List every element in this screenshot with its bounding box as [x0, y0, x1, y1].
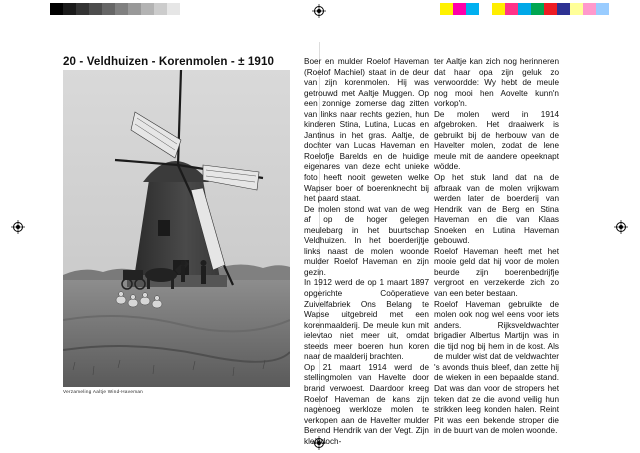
text-column-1	[304, 57, 429, 447]
color-swatch	[557, 3, 570, 15]
body-paragraph: Op het stuk land dat na de afbraak van de molen vrijkwam werden later de boerderij van Hendrik van de Berg en Stina Haveman en die van Klaas Snoeken en Lutina Haveman gebouwd.	[434, 173, 559, 246]
body-paragraph: De molen werd in 1914 afgebroken. Het draaiwerk is gebruikt bij de herbouw van de Havelter molen, zodat de lene meule mit de aandere opeeknapt wödde.	[434, 109, 559, 172]
color-swatch	[596, 3, 609, 15]
windmill-photo	[63, 70, 290, 387]
body-paragraph: Roelof Haveman heeft met het mooie geld dat hij voor de molen beurde zijn boerenbedrijfje vergroot en verzekerde zich zo van een beter bestaan.	[434, 246, 559, 299]
color-swatch	[479, 3, 492, 15]
registration-mark-left-icon	[11, 220, 25, 234]
grayscale-swatch	[76, 3, 89, 15]
body-paragraph: De molen stond wat van de weg af op de hoger gelegen meulebarg in het buurtschap Veldhuizen. In het boerderijtje links naast de molen woonde mulder Roelof Haveman en zijn gezin.	[304, 204, 429, 277]
photo-caption: Verzameling Aaltje Wind-Haveman	[63, 389, 144, 394]
grayscale-swatch	[128, 3, 141, 15]
grayscale-swatch	[102, 3, 115, 15]
body-paragraph: Op 21 maart 1914 werd de stellingmolen van Havelte door brand verwoest. Daardoor kreeg Roelof Haveman de kans zijn nagenoeg werkloze molen te verkopen aan de Havelter mulder Berend Hendrik van der Vegt. Zijn kleindoch-	[304, 362, 429, 446]
color-calibration-strip	[440, 3, 609, 15]
grayscale-swatch	[141, 3, 154, 15]
grayscale-calibration-strip	[50, 3, 193, 15]
grayscale-swatch	[180, 3, 193, 15]
grayscale-swatch	[63, 3, 76, 15]
grayscale-swatch	[154, 3, 167, 15]
color-swatch	[466, 3, 479, 15]
color-swatch	[531, 3, 544, 15]
grayscale-swatch	[115, 3, 128, 15]
registration-mark-top-icon	[312, 4, 326, 18]
body-paragraph: In 1912 werd de op 1 maart 1897 opgerichte Coöperatieve Zuivelfabriek Ons Belang te Wapse uitgebreid met een korenmaalderij. De meule kun mit ielevtao niet meer uit, omdat steeds meer boeren hun koren naar de maalderij brachten.	[304, 278, 429, 362]
color-swatch	[505, 3, 518, 15]
color-swatch	[492, 3, 505, 15]
registration-mark-right-icon	[614, 220, 628, 234]
text-column-2	[434, 57, 559, 437]
body-paragraph: Boer en mulder Roelof Haveman (Roelof Machiel) staat in de deur van zijn korenmolen. Hij was getrouwd met Aaltje Muggen. Op een zonnige zomerse dag zitten van links naar rechts gezien, hun kinderen Stina, Lutina, Lucas en Jantinus in het gras. Aaltje, de dochter van Lucas Haveman en Roelofje Barelds en de huidige eigenares van deze echt unieke foto heeft nooit geweten welke Wapser boer of boerenknecht bij het paard staat.	[304, 57, 429, 204]
color-swatch	[440, 3, 453, 15]
page-title: 20 - Veldhuizen - Korenmolen - ± 1910	[63, 55, 275, 68]
grayscale-swatch	[89, 3, 102, 15]
color-swatch	[570, 3, 583, 15]
color-swatch	[544, 3, 557, 15]
grayscale-swatch	[167, 3, 180, 15]
body-paragraph: Roelof Haveman gebruikte de molen ook nog wel eens voor iets anders. Rijksveldwachter brigadier Albertus Martijn was in die tijd nog bij hem in de kost. Als de mulder wist dat de veldwachter 's avonds thuis bleef, dan zette hij de wieken in een bepaalde stand. Dat was dan voor de stropers het teken dat ze die avond veilig hun strikken leeg konden halen. Reint Pit was een bekende stroper die in de buurt van de molen woonde.	[434, 299, 559, 436]
grayscale-swatch	[50, 3, 63, 15]
color-swatch	[583, 3, 596, 15]
color-swatch	[518, 3, 531, 15]
color-swatch	[453, 3, 466, 15]
body-paragraph: ter Aaltje kan zich nog herinneren dat haar opa zijn geluk zo verwoordde: Wy hebt de meule nog mooi hen Aovelte kunn'n vorkop'n.	[434, 57, 559, 109]
